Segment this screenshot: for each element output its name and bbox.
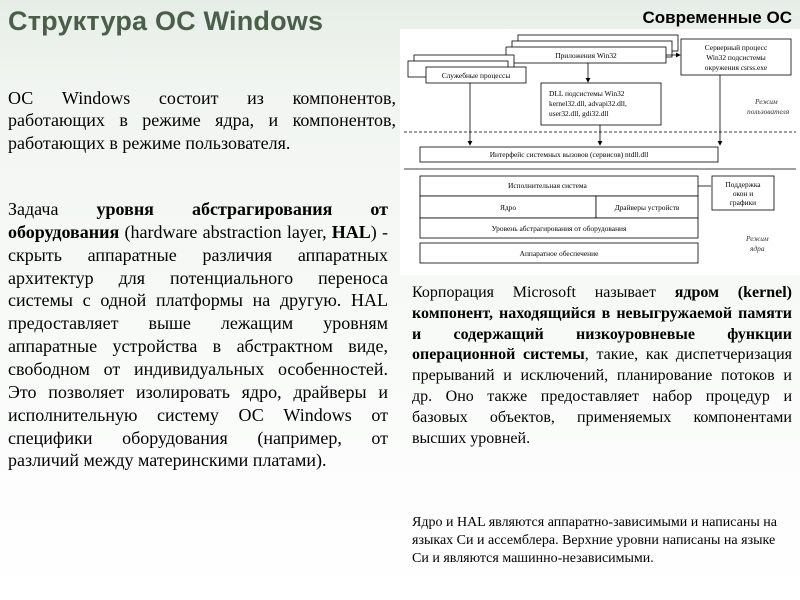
server-label-3: окружения csrss.exe <box>704 63 768 72</box>
language-note-text: Ядро и HAL являются аппаратно-зависимыми и написаны на языках Си и ассемблера. Верхние уровни написаны на языке Си и являются машинно-независимыми. <box>412 515 777 567</box>
hal-layer-label: Уровень абстрагирования от оборудования <box>491 224 627 233</box>
window-label-1: Поддержка <box>725 180 761 189</box>
page-subtitle: Современные ОС <box>642 8 792 27</box>
syscall-label: Интерфейс системных вызовов (сервисов) ntdll.dll <box>489 150 649 159</box>
dll-label-1: DLL подсистемы Win32 <box>549 89 625 98</box>
apps-label: Приложения Win32 <box>555 51 617 60</box>
drivers-label: Драйверы устройств <box>614 203 680 212</box>
page-title: Структура ОС Windows <box>8 6 324 36</box>
user-mode-label-1: Режим <box>755 97 778 106</box>
kernel-definition-text <box>412 283 792 449</box>
kernel-mode-label-2: ядра <box>750 244 765 253</box>
server-label-1: Серверный процесс <box>704 43 768 52</box>
hal-text <box>8 198 388 472</box>
intro-text: ОС Windows состоит из компонентов, работающих в режиме ядра, и компонентов, работающих в режиме пользователя. <box>8 88 396 153</box>
hal-mid: (hardware abstraction layer, <box>119 221 332 242</box>
intro-paragraph <box>8 87 396 154</box>
hardware-label: Аппаратное обеспечение <box>519 249 599 258</box>
kernel-def-rest: , такие, как диспетчеризация прерываний и исключений, планирование потоков и др. Оно также предоставляет набор процедур и базовых объектов, применяемых компонентами высших уровней. <box>412 346 792 447</box>
user-mode-label-2: пользователя <box>747 107 790 116</box>
kernel-def-term: ядром (kernel) компонент, находящийся в невыгружаемой памяти и содержащий низкоуровневые функции операционной системы <box>412 284 792 364</box>
architecture-diagram-svg <box>400 29 800 275</box>
dll-label-3: user32.dll, gdi32.dll <box>549 109 609 118</box>
kernel-label: Ядро <box>499 203 517 212</box>
hal-rest: ) - скрыть аппаратные различия аппаратных архитектур для потенциального переноса системы с одной платформы на другую. HAL предоставляет выше лежащим уровням аппаратные устройства в абстрактном виде, свободном от индивидуальных особенностей. Это позволяет изолировать ядро, драйверы и исполнительную систему ОС Windows от специфики оборудования (например, от различий между материнскими платами). <box>8 221 388 471</box>
hal-prefix: Задача <box>8 199 97 219</box>
hal-term: уровня абстрагирования от оборудования <box>8 199 388 242</box>
executive-label: Исполнительная система <box>508 181 587 190</box>
service-label: Служебные процессы <box>441 71 511 80</box>
kernel-mode-label-1: Режим <box>746 234 769 243</box>
kernel-def-prefix: Корпорация Microsoft называет <box>412 284 675 301</box>
window-label-2: окон и <box>732 189 754 198</box>
hal-abbr: HAL <box>331 221 371 242</box>
server-label-2: Win32 подсистемы <box>706 53 766 62</box>
dll-label-2: kernel32.dll, advapi32.dll, <box>549 99 627 108</box>
window-label-3: графики <box>729 198 757 207</box>
language-note-paragraph <box>412 514 792 569</box>
hal-paragraph <box>8 198 388 472</box>
architecture-diagram <box>400 29 800 275</box>
kernel-definition-paragraph <box>412 283 792 449</box>
